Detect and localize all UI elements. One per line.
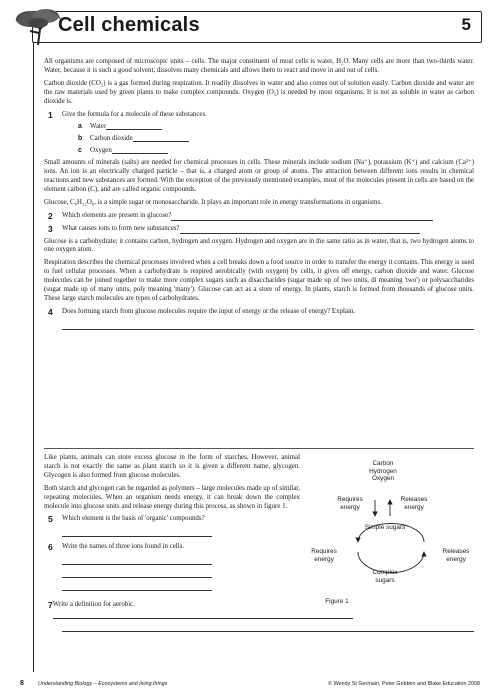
label-complex-sugars: Complex sugars [372, 569, 398, 584]
question-text: Which elements are present in glucose? [62, 211, 172, 219]
label-requires-energy-left: Requires energy [311, 548, 337, 563]
answer-line[interactable] [62, 556, 212, 565]
copyright: © Wendy St Germain, Peter Gribben and Blake Education 2008 [328, 681, 480, 687]
answer-line[interactable] [112, 147, 168, 154]
question-text: Which element is the basis of 'organic' compounds? [62, 515, 205, 523]
question-number: 1 [48, 109, 53, 120]
question-text: Give the formula for a molecule of these substances. [62, 110, 207, 118]
answer-line[interactable] [62, 582, 212, 591]
sub-text: Oxygen [90, 147, 112, 155]
question-text: Write the names of three ions found in cells. [62, 543, 184, 551]
sub-label: b [78, 135, 83, 143]
paragraph-polymers: Both starch and glycogen can be regarded as polymers – large molecules made up of similar, repeating molecules. When an organism needs energy, it can break down the complex molecule into glucose units and release energy during this process, as shown in figure 1. [44, 484, 300, 510]
question-5 [44, 515, 300, 524]
question-7 [44, 601, 300, 619]
paragraph-carbohydrate: Glucose is a carbohydrate; it contains carbon, hydrogen and oxygen. Hydrogen and oxygen are in the same ratio as in water, that is, two hydrogen atoms to one oxygen atom. [44, 237, 474, 254]
sub-text: Carbon dioxide [90, 135, 133, 143]
label-simple-sugars: Simple sugars [364, 524, 406, 531]
chapter-number: 5 [461, 15, 471, 34]
label-requires-energy-top: Requires energy [337, 496, 363, 511]
figure-caption: Figure 1 [325, 598, 349, 605]
label-releases-energy-right: Releases energy [442, 548, 470, 563]
question-number: 4 [48, 306, 53, 317]
main-content [44, 58, 474, 332]
question-1b [78, 135, 474, 144]
lower-content [44, 454, 300, 634]
paragraph-glucose: Glucose, C₆H₁₂O₆, is a simple sugar or monosaccharide. It plays an important role in energy transformations in organisms. [44, 198, 382, 206]
question-2 [44, 212, 474, 221]
sub-label: a [78, 123, 82, 131]
paragraph-respiration: Respiration describes the chemical processes involved when a cell breaks down a food source in order to transfer the energy it contains. This energy is used to fuel cellular processes. When a carbohydrate is respired aerobically (with oxygen) by cells, it gives off energy, carbon dioxide and water. Glucose molecules can be joined together to make more complex sugars such as disaccharides (sugar made up of two units, di meaning 'two') or polysaccharides (sugar made up of many units, poly meaning 'many'). Glucose can act as a store of energy. In plants, starch is formed from thousands of glucose units. These large starch molecules are types of carbohydrates. [44, 259, 474, 302]
answer-line[interactable] [62, 321, 474, 330]
question-number: 6 [48, 542, 53, 553]
question-1 [44, 111, 474, 120]
question-number: 7 [48, 600, 53, 611]
question-4 [44, 308, 474, 317]
paragraph-carbon-dioxide: Carbon dioxide (CO₂) is a gas formed during respiration. It readily dissolves in water and also comes out of solution easily. Carbon dioxide and water are the raw materials used by green plants to make complex compounds. Oxygen (O₂) is needed by most organisms. It is not as soluble in water as carbon dioxide is. [44, 79, 474, 105]
question-1a [78, 123, 474, 132]
answer-line[interactable] [62, 528, 212, 537]
sub-label: c [78, 147, 82, 155]
book-title: Understanding Biology – Ecosystems and living things [38, 681, 168, 687]
answer-line[interactable] [133, 135, 189, 142]
paragraph-water: All organisms are composed of microscopic units – cells. The major constituent of most cells is water, H₂O. Many cells are more than two-thirds water. Water, because it is such a good solvent, dissolves many chemicals and allows them to react and move in and out of cells. [44, 58, 474, 74]
question-6 [44, 543, 300, 552]
sub-text: Water [90, 123, 107, 131]
section-divider [44, 448, 474, 449]
answer-line[interactable] [62, 569, 212, 578]
paragraph-minerals: Small amounts of minerals (salts) are needed for chemical processes in cells. These minerals include sodium (Na⁺), potassium (K⁺) and calcium (Ca²⁺) ions. An ion is an electrically charged particle – that is, a charged atom or group of atoms. The attraction between different ions results in chemical reactions and new substances are formed. With the exception of the previously mentioned examples, most of the molecules present in cells are based on the element carbon (C), and are called organic compounds. [44, 159, 474, 193]
page-number: 8 [20, 680, 24, 687]
answer-line[interactable] [180, 227, 420, 234]
question-number: 2 [48, 210, 53, 221]
label-releases-energy-top: Releases energy [400, 496, 428, 511]
question-number: 5 [48, 514, 53, 525]
question-3 [44, 225, 474, 234]
answer-line[interactable] [106, 123, 162, 130]
label-elements: Carbon Hydrogen Oxygen [369, 460, 397, 482]
answer-line[interactable] [171, 214, 433, 221]
paragraph-glycogen: Like plants, animals can store excess glucose in the form of starches. However, animal starch is not exactly the same as plant starch so it is given a different name, glycogen. Glycogen is also formed from glucose molecules. [44, 454, 300, 479]
question-text: Write a definition for aerobic. [52, 601, 135, 609]
page-header [10, 11, 485, 43]
question-1c [78, 147, 474, 156]
margin-rule [33, 42, 34, 672]
question-text: What causes ions to form new substances? [62, 224, 180, 232]
question-number: 3 [48, 223, 53, 234]
figure-1-diagram [300, 456, 490, 616]
answer-line[interactable] [62, 623, 474, 632]
question-text: Does forming starch from glucose molecules require the input of energy or the release of energy? Explain. [62, 307, 356, 315]
page-title: Cell chemicals [58, 14, 200, 36]
